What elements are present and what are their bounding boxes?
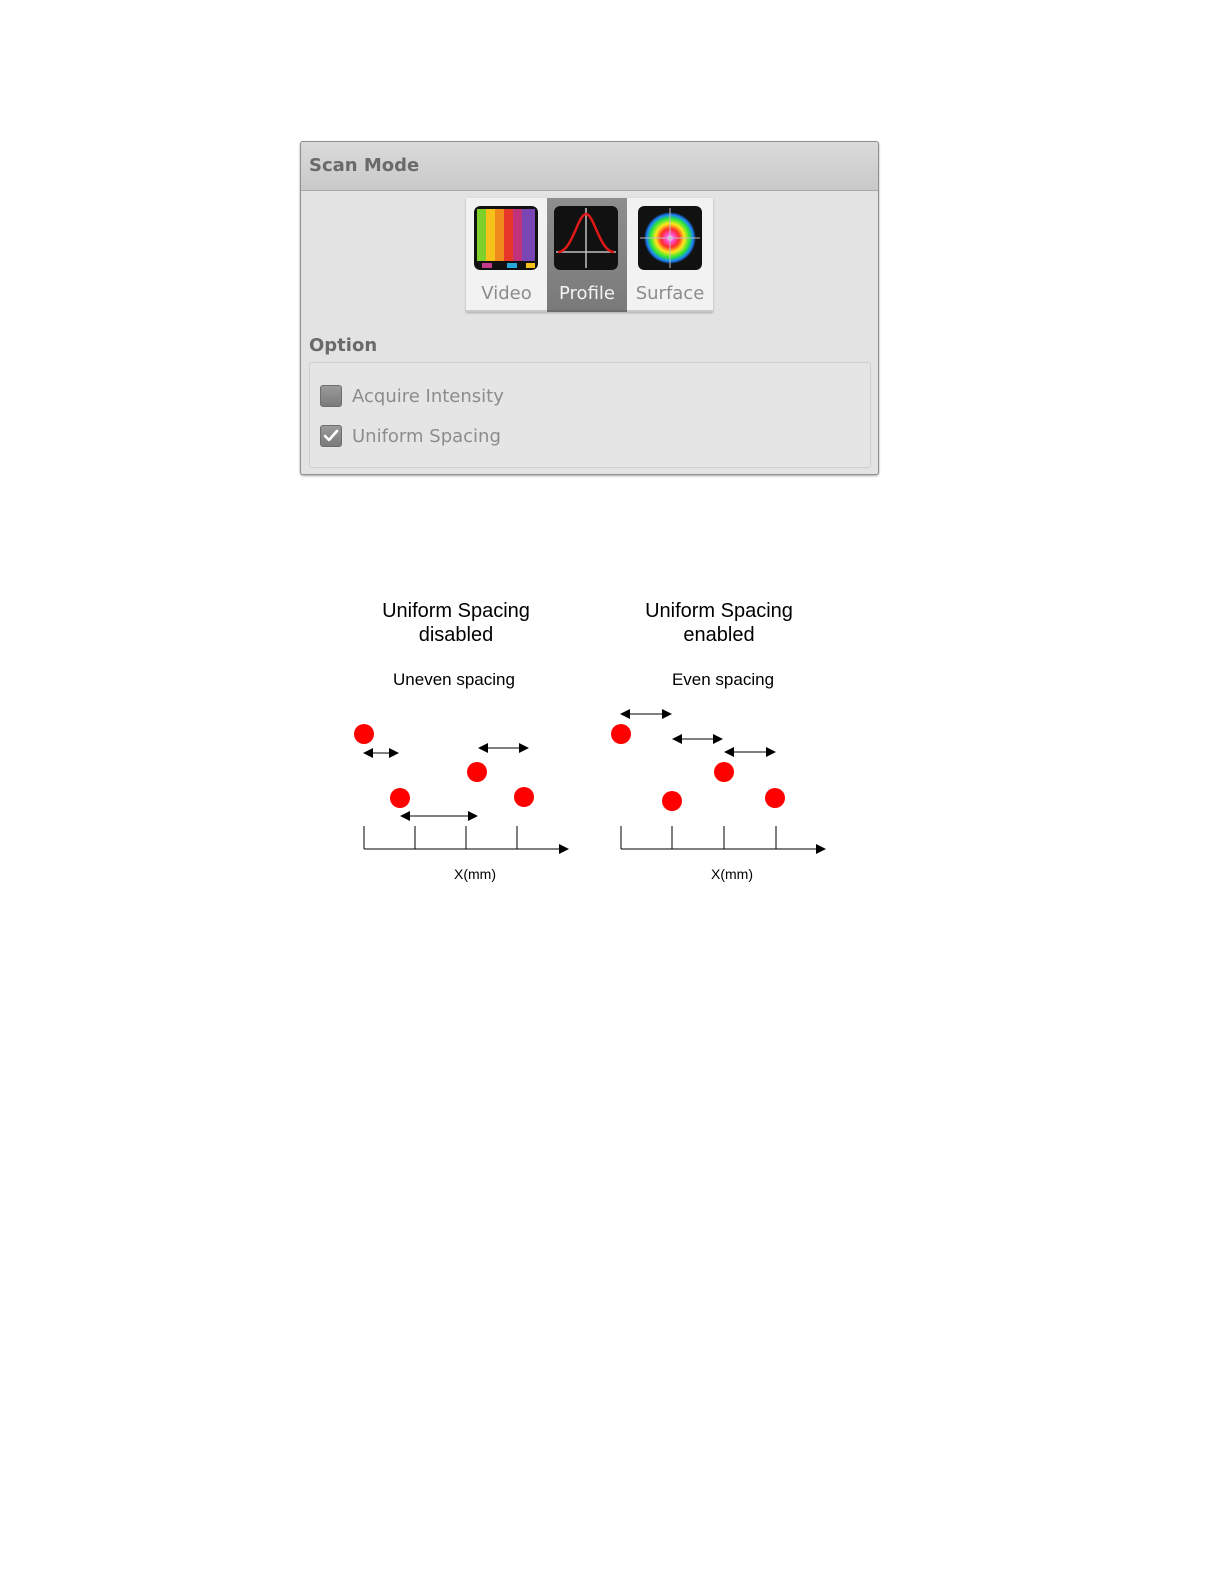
mode-label-video: Video: [481, 283, 532, 304]
diagram-left-title-line1: Uniform Spacing: [382, 600, 530, 622]
diagram-right-axis-label: X(mm): [711, 866, 753, 882]
diagram-right: [611, 714, 825, 849]
diagram-right-subtitle: Even spacing: [671, 670, 775, 689]
data-point: [390, 788, 410, 808]
data-point: [514, 787, 534, 807]
option-section-title: Option: [309, 335, 378, 356]
uniform-spacing-label: Uniform Spacing: [352, 425, 501, 447]
data-point: [354, 724, 374, 744]
diagram-left-title-line2: disabled: [418, 624, 494, 646]
acquire-intensity-label: Acquire Intensity: [352, 385, 504, 407]
data-point: [662, 791, 682, 811]
diagram-left-axis-label: X(mm): [454, 866, 496, 882]
mode-label-profile: Profile: [559, 283, 615, 304]
panel-title: Scan Mode: [309, 155, 420, 176]
data-point: [714, 762, 734, 782]
diagram-right-title-line2: enabled: [683, 624, 755, 646]
mode-label-surface: Surface: [635, 283, 705, 304]
data-point: [765, 788, 785, 808]
data-point: [611, 724, 631, 744]
diagram-left: [354, 724, 568, 849]
diagram-left-subtitle: Uneven spacing: [393, 670, 515, 689]
data-point: [467, 762, 487, 782]
diagram-right-title-line1: Uniform Spacing: [645, 600, 793, 622]
